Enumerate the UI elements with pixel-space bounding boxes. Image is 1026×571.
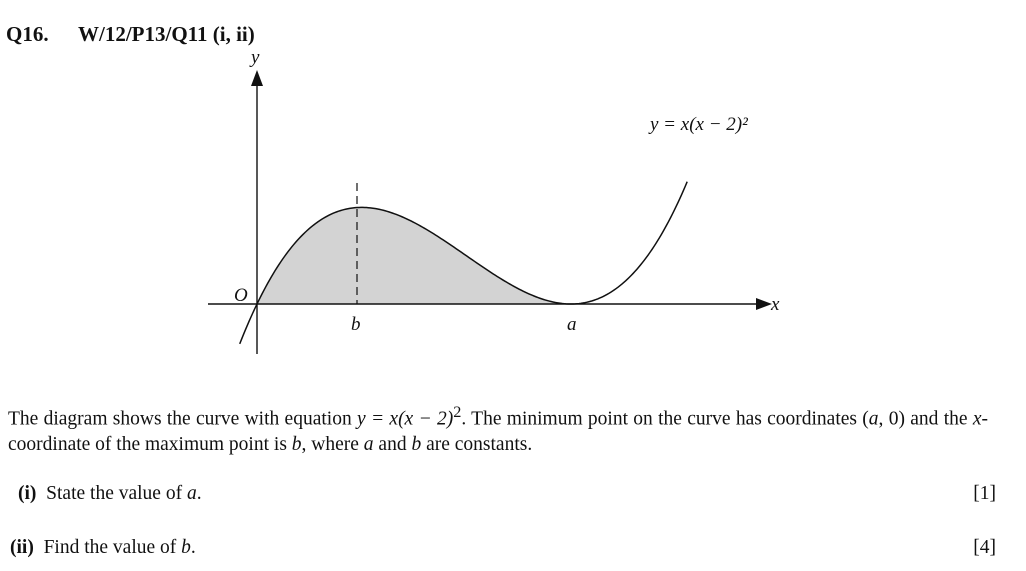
y-axis-label: y [251, 47, 260, 68]
part-ii-label: (ii) [10, 537, 34, 558]
curve-equation-label: y = x(x − 2)² [650, 114, 748, 135]
y-axis-arrowhead [251, 70, 263, 86]
stem-equation: y = x(x − 2) [357, 408, 454, 430]
question-number: Q16. [6, 22, 49, 46]
part-i-label: (i) [18, 483, 37, 504]
point-b-label: b [351, 314, 361, 335]
part-i: (i) State the value of a. [18, 483, 202, 504]
part-ii: (ii) Find the value of b. [10, 537, 196, 558]
x-axis-label: x [771, 294, 780, 315]
part-ii-marks: [4] [973, 537, 996, 558]
origin-label: O [234, 285, 248, 306]
point-a-label: a [567, 314, 577, 335]
part-i-marks: [1] [973, 483, 996, 504]
question-stem: The diagram shows the curve with equation $y = x(x - 2)^2$. The minimum point on the curve has coordinates (a, 0) and the x-coordinate of the maximum point is b, where a and b are constants. [8, 403, 988, 455]
question-reference: W/12/P13/Q11 (i, ii) [78, 22, 255, 46]
x-axis-arrowhead [756, 298, 772, 310]
